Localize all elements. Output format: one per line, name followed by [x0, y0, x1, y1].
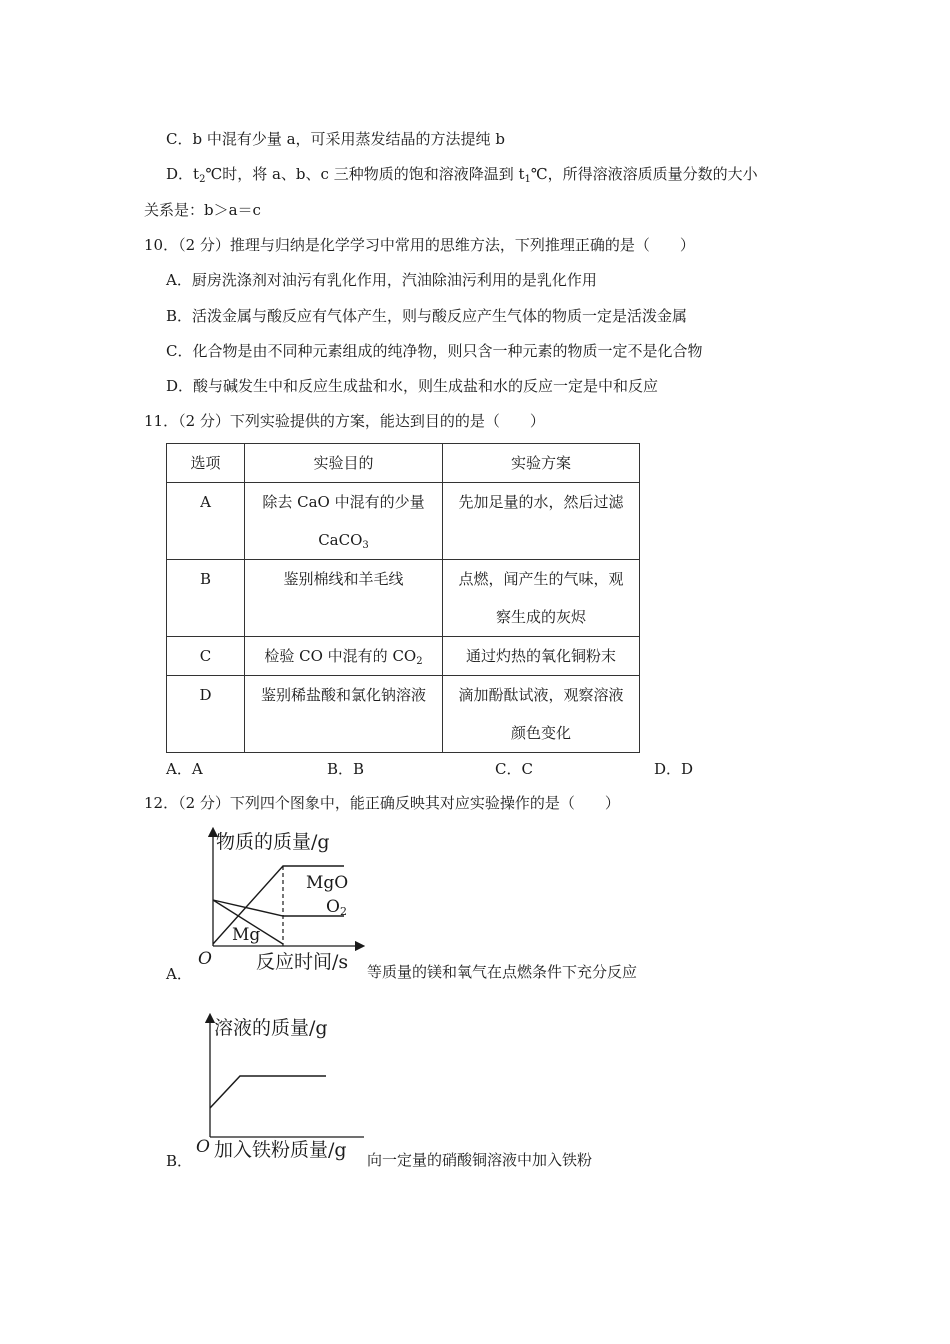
row-a-purpose-line1: 除去 CaO 中混有的少量: [262, 493, 425, 511]
table-row-d: [167, 676, 640, 753]
q12-graph-b: [192, 1012, 372, 1171]
row-a-purpose-formula: CaCO: [318, 531, 363, 549]
graph-b-origin: O: [196, 1137, 210, 1157]
q10-option-c: C．化合物是由不同种元素组成的纯净物，则只含一种元素的物质一定不是化合物: [166, 342, 703, 360]
q9-option-d-text1: ℃时，将 a、b、c 三种物质的饱和溶液降温到 t: [205, 165, 525, 183]
graph-a-label-mgo: MgO: [306, 873, 349, 893]
row-a-purpose-line2: [249, 521, 438, 559]
header-option: 选项: [167, 444, 245, 483]
row-d-option: D: [167, 676, 245, 753]
graph-a-label-mg: Mg: [232, 925, 261, 945]
q10-option-b: B．活泼金属与酸反应有气体产生，则与酸反应产生气体的物质一定是活泼金属: [166, 307, 688, 325]
graph-a-xlabel: 反应时间/s: [256, 951, 349, 973]
table-row-c: [167, 637, 640, 676]
q9-option-d-t2-sub: 2: [199, 174, 206, 185]
q11-stem: 11．（2 分）下列实验提供的方案，能达到目的的是（ ）: [144, 412, 545, 430]
graph-a-label-o2: [326, 897, 347, 918]
row-c-purpose-sub: 2: [416, 656, 423, 667]
graph-a-ylabel: 物质的质量/g: [216, 831, 330, 853]
graph-b-line-solution: [210, 1076, 326, 1108]
row-c-plan: 通过灼热的氧化铜粉末: [443, 637, 640, 676]
q11-answer-a: A．A: [166, 760, 203, 778]
q12-option-b-desc: 向一定量的硝酸铜溶液中加入铁粉: [367, 1151, 593, 1169]
q10-stem: 10．（2 分）推理与归纳是化学学习中常用的思维方法，下列推理正确的是（ ）: [144, 236, 695, 254]
q11-answer-b: B．B: [327, 760, 365, 778]
q9-option-d-text2: ℃，所得溶液溶质质量分数的大小: [530, 165, 758, 183]
row-d-purpose: 鉴别稀盐酸和氯化钠溶液: [245, 676, 443, 753]
graph-b-xlabel: 加入铁粉质量/g: [214, 1139, 347, 1161]
row-d-plan-line2: 颜色变化: [510, 724, 571, 742]
row-b-purpose: 鉴别棉线和羊毛线: [245, 560, 443, 637]
q12-graph-b-svg: [192, 1012, 372, 1167]
row-a-purpose-sub: 3: [362, 540, 369, 551]
row-c-purpose-text: 检验 CO 中混有的 CO: [264, 647, 417, 665]
header-purpose: 实验目的: [245, 444, 443, 483]
table-header-row: [167, 444, 640, 483]
table-row-a: [167, 483, 640, 560]
row-b-option: B: [167, 560, 245, 637]
q11-options-table: [166, 443, 640, 753]
graph-a-origin: O: [198, 949, 212, 969]
q12-stem: 12．（2 分）下列四个图象中，能正确反映其对应实验操作的是（ ）: [144, 794, 620, 812]
row-b-plan: [443, 560, 640, 637]
graph-a-line-o2: [213, 900, 344, 916]
row-d-plan-line1: 滴加酚酞试液，观察溶液: [458, 686, 624, 704]
row-a-option: A: [167, 483, 245, 560]
row-b-plan-line2: 察生成的灰烬: [495, 608, 586, 626]
header-plan: 实验方案: [443, 444, 640, 483]
q10-option-a: A．厨房洗涤剂对油污有乳化作用，汽油除油污利用的是乳化作用: [166, 271, 597, 289]
q12-graph-a: [192, 826, 367, 980]
q9-option-d-t2: t: [193, 165, 200, 183]
q9-option-d-continued: 关系是：b＞a＝c: [144, 201, 261, 219]
q9-option-d-t1-sub: 1: [524, 174, 531, 185]
row-a-plan: 先加足量的水，然后过滤: [443, 483, 640, 560]
graph-a-label-o2-text: O: [326, 897, 340, 917]
q12-graph-a-svg: [192, 826, 367, 976]
q9-option-c: C．b 中混有少量 a，可采用蒸发结晶的方法提纯 b: [166, 130, 505, 148]
q12-option-a-desc: 等质量的镁和氧气在点燃条件下充分反应: [367, 963, 638, 981]
row-c-option: C: [167, 637, 245, 676]
row-d-plan: [443, 676, 640, 753]
q10-option-d: D．酸与碱发生中和反应生成盐和水，则生成盐和水的反应一定是中和反应: [166, 377, 659, 395]
row-c-purpose: [245, 637, 443, 676]
graph-a-label-o2-sub: 2: [339, 905, 347, 918]
q12-option-b-letter: B．: [166, 1152, 193, 1170]
q9-option-d: [166, 164, 758, 184]
row-b-plan-line1: 点燃，闻产生的气味，观: [458, 570, 624, 588]
table-row-b: [167, 560, 640, 637]
q11-answer-c: C．C: [495, 760, 533, 778]
graph-b-ylabel: 溶液的质量/g: [214, 1017, 328, 1039]
q11-answer-d: D．D: [654, 760, 694, 778]
q9-option-d-letter: D．: [166, 165, 194, 183]
row-a-purpose: [245, 483, 443, 560]
q12-option-a-letter: A．: [166, 965, 192, 983]
